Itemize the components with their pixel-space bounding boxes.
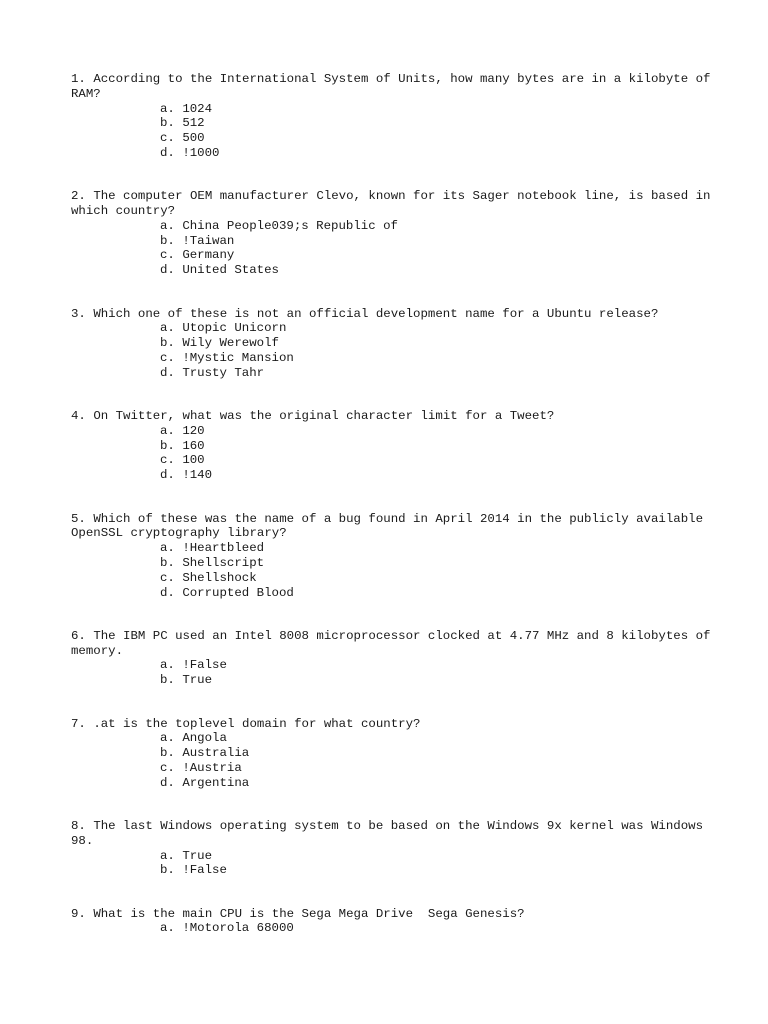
option-letter: d. bbox=[160, 775, 175, 790]
answer-option bbox=[160, 746, 711, 761]
option-letter: c. bbox=[160, 131, 175, 146]
answer-options bbox=[71, 424, 711, 483]
answer-option bbox=[160, 849, 711, 864]
answer-option bbox=[160, 921, 711, 936]
answer-option bbox=[160, 863, 711, 878]
option-letter: d. bbox=[160, 585, 175, 600]
option-letter: b. bbox=[160, 336, 175, 351]
option-letter: c. bbox=[160, 248, 175, 263]
option-text: Trusty Tahr bbox=[182, 365, 265, 380]
option-letter: a. bbox=[160, 321, 175, 336]
question-number: 1. bbox=[71, 72, 86, 86]
answer-option bbox=[160, 453, 711, 468]
answer-option bbox=[160, 761, 711, 776]
answer-option bbox=[160, 673, 711, 688]
option-text: China People039;s Republic of bbox=[182, 218, 398, 233]
option-letter: b. bbox=[160, 233, 175, 248]
answer-option bbox=[160, 102, 711, 117]
question-text bbox=[71, 907, 711, 922]
option-letter: b. bbox=[160, 116, 175, 131]
question-text bbox=[71, 307, 711, 322]
question-prompt: The last Windows operating system to be based on the Windows 9x kernel was Windows 98. bbox=[71, 818, 711, 848]
question-number: 3. bbox=[71, 306, 86, 321]
answer-option bbox=[160, 146, 711, 161]
question-prompt: What is the main CPU is the Sega Mega Drive Sega Genesis? bbox=[93, 906, 525, 921]
option-text: Corrupted Blood bbox=[182, 585, 294, 600]
question-prompt: The computer OEM manufacturer Clevo, known for its Sager notebook line, is based in which country? bbox=[71, 189, 718, 219]
question-text bbox=[71, 72, 718, 102]
question-item bbox=[71, 512, 711, 601]
option-text: Germany bbox=[182, 248, 235, 263]
answer-options bbox=[71, 102, 711, 161]
option-letter: d. bbox=[160, 145, 175, 160]
answer-options bbox=[71, 541, 711, 600]
option-text: 512 bbox=[182, 116, 205, 131]
question-text bbox=[71, 409, 711, 424]
option-text: 100 bbox=[182, 453, 205, 468]
question-number: 6. bbox=[71, 628, 86, 643]
option-text: Utopic Unicorn bbox=[182, 321, 287, 336]
option-letter: a. bbox=[160, 921, 175, 936]
option-letter: c. bbox=[160, 350, 175, 365]
question-number: 9. bbox=[71, 906, 86, 921]
option-text: !False bbox=[182, 863, 227, 878]
option-text: 1024 bbox=[182, 101, 213, 116]
question-item bbox=[71, 307, 711, 381]
option-text: !False bbox=[182, 658, 227, 673]
answer-options bbox=[71, 849, 711, 879]
option-text: 120 bbox=[182, 423, 205, 438]
option-text: !Taiwan bbox=[182, 233, 235, 248]
option-letter: b. bbox=[160, 746, 175, 761]
question-item bbox=[71, 819, 711, 878]
option-text: True bbox=[182, 673, 213, 688]
answer-option bbox=[160, 731, 711, 746]
question-item bbox=[71, 717, 711, 791]
quiz-document bbox=[71, 72, 718, 965]
question-prompt: The IBM PC used an Intel 8008 microprocessor clocked at 4.77 MHz and 8 kilobytes of memory. bbox=[71, 628, 718, 658]
answer-options bbox=[71, 921, 711, 936]
option-text: !Motorola 68000 bbox=[182, 921, 294, 936]
question-text bbox=[71, 512, 711, 542]
answer-option bbox=[160, 424, 711, 439]
question-number: 8. bbox=[71, 818, 86, 833]
option-text: Argentina bbox=[182, 775, 250, 790]
question-item bbox=[71, 907, 711, 937]
option-text: !Mystic Mansion bbox=[182, 350, 294, 365]
option-text: 500 bbox=[182, 131, 205, 146]
option-text: Wily Werewolf bbox=[182, 336, 279, 351]
answer-options bbox=[71, 658, 711, 688]
question-prompt: .at is the toplevel domain for what country? bbox=[93, 716, 421, 731]
question-prompt: On Twitter, what was the original character limit for a Tweet? bbox=[93, 409, 555, 424]
option-letter: c. bbox=[160, 570, 175, 585]
answer-option bbox=[160, 116, 711, 131]
answer-option bbox=[160, 571, 711, 586]
question-number: 4. bbox=[71, 409, 86, 424]
option-letter: c. bbox=[160, 453, 175, 468]
answer-option bbox=[160, 131, 711, 146]
option-letter: a. bbox=[160, 101, 175, 116]
option-letter: a. bbox=[160, 423, 175, 438]
answer-options bbox=[71, 219, 711, 278]
question-text bbox=[71, 628, 718, 659]
question-item bbox=[71, 72, 718, 161]
option-letter: b. bbox=[160, 438, 175, 453]
answer-option bbox=[160, 248, 711, 263]
answer-option bbox=[160, 658, 711, 673]
option-text: Angola bbox=[182, 731, 227, 746]
option-text: Shellshock bbox=[182, 570, 257, 585]
option-letter: b. bbox=[160, 863, 175, 878]
question-number: 7. bbox=[71, 716, 86, 731]
answer-option bbox=[160, 776, 711, 791]
answer-option bbox=[160, 219, 711, 234]
question-number: 5. bbox=[71, 511, 86, 526]
option-letter: b. bbox=[160, 555, 175, 570]
option-letter: d. bbox=[160, 468, 175, 483]
question-prompt: Which one of these is not an official development name for a Ubuntu release? bbox=[93, 306, 659, 321]
option-text: !1000 bbox=[182, 145, 220, 160]
option-text: Australia bbox=[182, 746, 250, 761]
option-text: Shellscript bbox=[182, 555, 265, 570]
option-letter: d. bbox=[160, 263, 175, 278]
option-letter: a. bbox=[160, 218, 175, 233]
question-prompt: According to the International System of Units, how many bytes are in a kilobyte of RAM? bbox=[71, 72, 718, 101]
answer-option bbox=[160, 234, 711, 249]
answer-option bbox=[160, 263, 711, 278]
option-letter: a. bbox=[160, 731, 175, 746]
answer-option bbox=[160, 468, 711, 483]
option-letter: b. bbox=[160, 673, 175, 688]
question-text bbox=[71, 819, 711, 849]
option-text: United States bbox=[182, 263, 279, 278]
answer-option bbox=[160, 321, 711, 336]
answer-option bbox=[160, 336, 711, 351]
question-text bbox=[71, 717, 711, 732]
option-text: True bbox=[182, 848, 213, 863]
answer-option bbox=[160, 366, 711, 381]
question-item bbox=[71, 189, 718, 278]
option-text: !Heartbleed bbox=[182, 541, 265, 556]
option-text: !140 bbox=[182, 468, 213, 483]
option-text: 160 bbox=[182, 438, 205, 453]
answer-options bbox=[71, 731, 711, 790]
answer-option bbox=[160, 351, 711, 366]
answer-option bbox=[160, 586, 711, 601]
option-letter: a. bbox=[160, 541, 175, 556]
question-item bbox=[71, 628, 718, 688]
option-letter: a. bbox=[160, 848, 175, 863]
answer-option bbox=[160, 541, 711, 556]
option-letter: a. bbox=[160, 658, 175, 673]
question-item bbox=[71, 409, 711, 483]
option-letter: d. bbox=[160, 365, 175, 380]
answer-option bbox=[160, 439, 711, 454]
question-prompt: Which of these was the name of a bug found in April 2014 in the publicly available OpenSSL cryptography library? bbox=[71, 511, 711, 541]
question-number: 2. bbox=[71, 189, 86, 204]
answer-option bbox=[160, 556, 711, 571]
option-text: !Austria bbox=[182, 760, 242, 775]
question-text bbox=[71, 189, 718, 219]
option-letter: c. bbox=[160, 760, 175, 775]
answer-options bbox=[71, 321, 711, 380]
